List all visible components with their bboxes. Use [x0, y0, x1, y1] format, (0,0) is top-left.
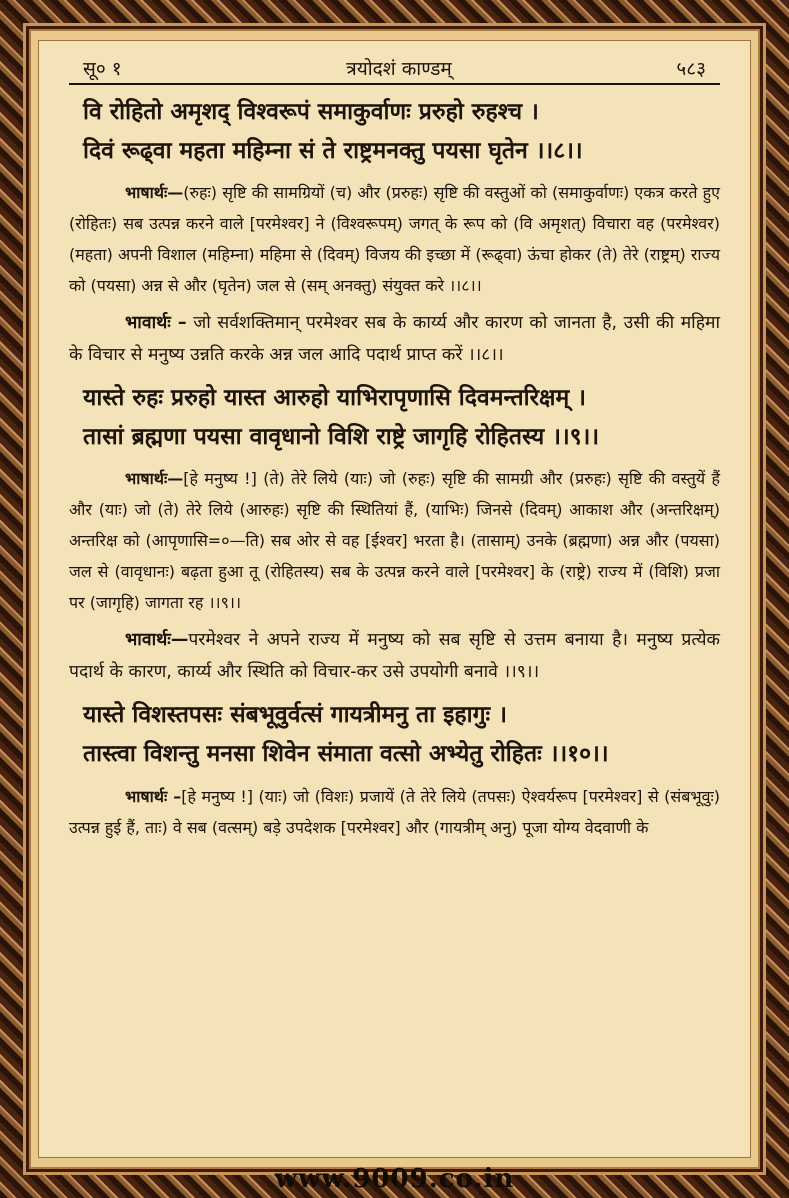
- mantra-line: तासां ब्रह्मणा पयसा वावृधानो विशि राष्ट्रे जागृहि रोहितस्य ।।९।।: [83, 424, 600, 451]
- bhashya-9: [69, 463, 720, 618]
- mantra-line: दिवं रूढ्वा महता महिम्ना सं ते राष्ट्रमनक्तु पयसा घृतेन ।।८।।: [83, 138, 583, 165]
- bhashya-label: भाषार्थः—: [125, 469, 184, 489]
- page-number: ५८३: [676, 58, 706, 80]
- mantra-line: वि रोहितो अमृशद् विश्वरूपं समाकुर्वाणः प्ररुहो रुहश्च ।: [83, 99, 539, 125]
- mantra-9: [69, 379, 720, 457]
- bhavartha-label: भावार्थः –: [125, 313, 187, 334]
- bhashya-8: [69, 177, 720, 301]
- website-link[interactable]: www.9009.co.in: [274, 1164, 515, 1194]
- mantra-10: [69, 696, 720, 774]
- page-header: [69, 53, 720, 85]
- bhavartha-label: भावार्थः—: [125, 630, 189, 651]
- bhashya-label: भाषार्थः –: [125, 786, 182, 806]
- bhashya-10: [69, 781, 720, 843]
- bhashya-text: (रुहः) सृष्टि की सामग्रियों (च) और (प्ररुहः) सृष्टि की वस्तुओं को (समाकुर्वाणः) एकत्र करते हुए (रोहितः) सब उत्पन्न करने वाले [परमेश्वर] ने (विश्वरूपम्) जगत् के रूप को (वि अमृशत्) विचारा वह (परमेश्वर) (महता) अपनी विशाल (महिम्ना) महिमा से (दिवम्) विजय की इच्छा में (रूढ्वा) ऊंचा होकर (ते) तेरे (राष्ट्रम्) राज्य को (पयसा) अन्न से और (घृतेन) जल से (सम् अनक्तु) संयुक्त करे ।।८।।: [69, 183, 720, 296]
- bhavartha-8: [69, 307, 720, 371]
- mantra-line: तास्त्वा विशन्तु मनसा शिवेन संमाता वत्सो अभ्येतु रोहितः ।।१०।।: [83, 741, 609, 768]
- bhavartha-text: परमेश्वर ने अपने राज्य में मनुष्य को सब सृष्टि से उत्तम बनाया है। मनुष्य प्रत्येक पदार्थ के कारण, कार्य्य और स्थिति को विचार-कर उसे उपयोगी बनावे ।।९।।: [69, 630, 720, 683]
- bhashya-label: भाषार्थः—: [125, 183, 184, 203]
- book-page: [38, 40, 751, 1158]
- kanda-title: त्रयोदशं काण्डम्: [346, 58, 452, 80]
- sutra-number: सू० १: [83, 58, 122, 80]
- bhashya-text: [हे मनुष्य !] (याः) जो (विशः) प्रजायें (ते तेरे लिये (तपसः) ऐश्वर्यरूप [परमेश्वर] से (संबभूवुः) उत्पन्न हुई हैं, ताः) वे सब (वत्सम्) बड़े उपदेशक [परमेश्वर] और (गायत्रीम् अनु) पूजा योग्य वेदवाणी के: [69, 786, 720, 837]
- bhavartha-9: [69, 624, 720, 688]
- bhavartha-text: जो सर्वशक्तिमान् परमेश्वर सब के कार्य्य और कारण को जानता है, उसी की महिमा के विचार से मनुष्य उन्नति करके अन्न जल आदि पदार्थ प्राप्त करें ।।८।।: [69, 313, 720, 366]
- mantra-line: यास्ते विशस्तपसः संबभूवुर्वत्सं गायत्रीमनु ता इहागुः ।: [83, 702, 507, 729]
- mantra-line: यास्ते रुहः प्ररुहो यास्त आरुहो याभिरापृणासि दिवमन्तरिक्षम् ।: [83, 385, 586, 412]
- mantra-8: [69, 93, 720, 171]
- bhashya-text: [हे मनुष्य !] (ते) तेरे लिये (याः) जो (रुहः) सृष्टि की सामग्री और (प्ररुहः) सृष्टि की वस्तुयें हैं और (याः) जो (ते) तेरे लिये (आरुहः) सृष्टि की स्थितियां हैं, (याभिः) जिनसे (दिवम्) आकाश और (अन्तरिक्षम्) अन्तरिक्ष को (आपृणासि=०—ति) सब ओर से वह [ईश्वर] भरता है। (तासाम्) उनके (ब्रह्मणा) अन्न और (पयसा) जल से (वावृधानः) बढ़ता हुआ तू (रोहितस्य) सब के उत्पन्न करने वाले [परमेश्वर] के (राष्ट्रे) राज्य में (विशि) प्रजा पर (जागृहि) जागता रह ।।९।।: [69, 469, 720, 613]
